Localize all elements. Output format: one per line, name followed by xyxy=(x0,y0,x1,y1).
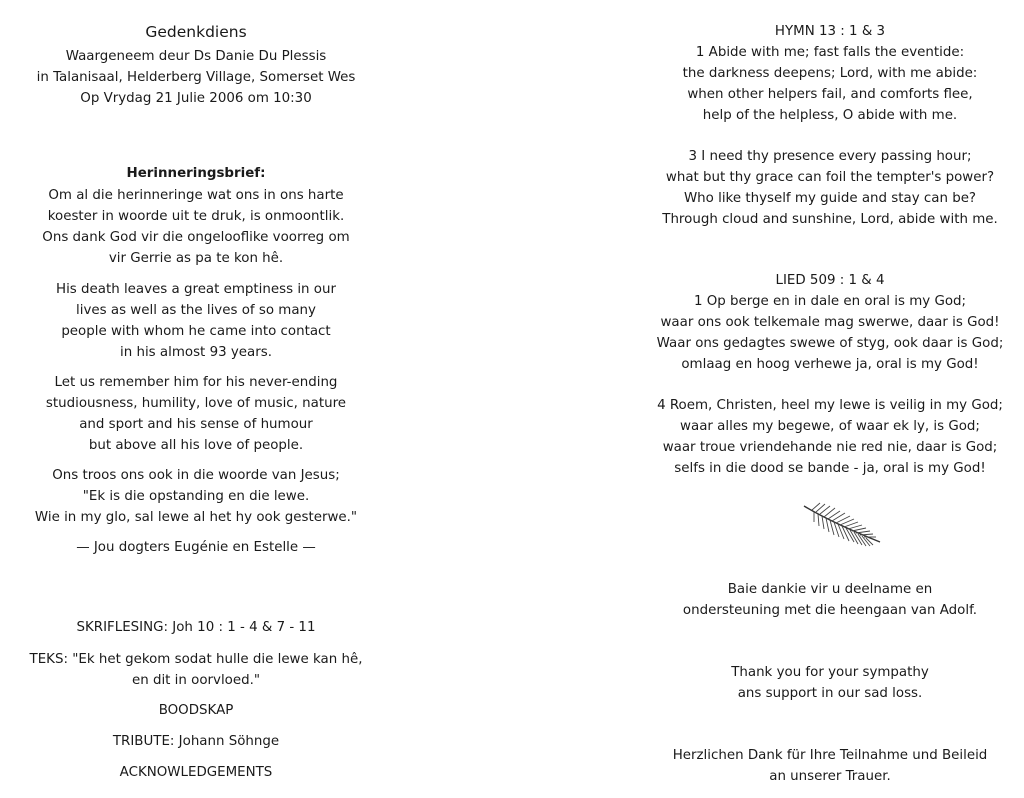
letter-line: studiousness, humility, love of music, nature xyxy=(45,396,347,411)
letter-line: but above all his love of people. xyxy=(88,438,304,453)
hymn-line: 1 Abide with me; fast falls the eventide: xyxy=(695,45,965,60)
letter-line: and sport and his sense of humour xyxy=(79,417,313,432)
letter-line: people with whom he came into contact xyxy=(61,324,331,339)
thanks-line: an unserer Trauer. xyxy=(769,769,891,784)
acknowledgements-item xyxy=(0,762,392,783)
letter-paragraph xyxy=(0,465,392,528)
scripture-reading-text: SKRIFLESING: Joh 10 : 1 - 4 & 7 - 11 xyxy=(76,620,316,635)
hymn-line: when other helpers fail, and comforts flee, xyxy=(687,87,973,102)
hymn-line: help of the helpless, O abide with me. xyxy=(702,108,958,123)
sermon-text-line: TEKS: "Ek het gekom sodat hulle die lewe kan hê, xyxy=(29,652,363,667)
sermon-text-line: en dit in oorvloed." xyxy=(131,673,261,688)
sermon-text xyxy=(0,649,392,691)
hymn-line: 3 I need thy presence every passing hour; xyxy=(688,149,972,164)
letter-line: Ons dank God vir die ongelooflike voorreg om xyxy=(42,230,350,245)
letter-line: lives as well as the lives of so many xyxy=(76,303,316,318)
letter-line: Wie in my glo, sal lewe al het hy ook gesterwe." xyxy=(34,510,358,525)
lied-line: 4 Roem, Christen, heel my lewe is veilig in my God; xyxy=(657,398,1003,413)
tribute-item xyxy=(0,731,392,752)
acknowledgements-text: ACKNOWLEDGEMENTS xyxy=(119,765,273,780)
thanks-german xyxy=(626,745,1024,787)
thanks-afrikaans xyxy=(626,579,1024,621)
lied-title: LIED 509 : 1 & 4 xyxy=(775,273,885,288)
officiant-line: Waargeneem deur Ds Danie Du Plessis xyxy=(65,49,327,64)
service-header xyxy=(0,22,392,109)
hymn-line: Through cloud and sunshine, Lord, abide with me. xyxy=(662,212,998,227)
thanks-line: Herzlichen Dank für Ihre Teilnahme und Beileid xyxy=(672,748,988,763)
scripture-reading xyxy=(0,617,392,638)
letter-line: in his almost 93 years. xyxy=(120,345,272,360)
hymn-13-verse-3 xyxy=(626,146,1024,230)
tribute-text: TRIBUTE: Johann Söhnge xyxy=(112,734,280,749)
letter-line: His death leaves a great emptiness in our xyxy=(56,282,336,297)
thanks-line: Thank you for your sympathy xyxy=(731,665,929,680)
lied-line: waar alles my begewe, of waar ek ly, is God; xyxy=(680,419,980,434)
hymn-title: HYMN 13 : 1 & 3 xyxy=(774,24,886,39)
hymn-line: Who like thyself my guide and stay can be? xyxy=(683,191,977,206)
lied-line: omlaag en hoog verhewe ja, oral is my God! xyxy=(681,357,979,372)
venue-line: in Talanisaal, Helderberg Village, Somerset Wes xyxy=(36,70,356,85)
thanks-line: ondersteuning met die heengaan van Adolf. xyxy=(682,603,978,618)
letter-line: vir Gerrie as pa te kon hê. xyxy=(108,251,284,266)
lied-line: selfs in die dood se bande - ja, oral is my God! xyxy=(674,461,986,476)
feather-icon xyxy=(800,500,884,550)
message-item xyxy=(0,700,392,721)
thanks-line: Baie dankie vir u deelname en xyxy=(727,582,933,597)
message-text: BOODSKAP xyxy=(158,703,234,718)
thanks-line: ans support in our sad loss. xyxy=(737,686,923,701)
lied-line: waar ons ook telkemale mag swerwe, daar is God! xyxy=(660,315,1000,330)
date-line: Op Vrydag 21 Julie 2006 om 10:30 xyxy=(80,91,312,106)
lied-509-verse-4 xyxy=(626,395,1024,479)
lied-509 xyxy=(626,270,1024,375)
letter-paragraph xyxy=(0,372,392,456)
signature-text: — Jou dogters Eugénie en Estelle — xyxy=(76,540,316,555)
letter-line: koester in woorde uit te druk, is onmoontlik. xyxy=(47,209,345,224)
letter-line: Ons troos ons ook in die woorde van Jesus; xyxy=(52,468,340,483)
letter-line: Let us remember him for his never-ending xyxy=(54,375,338,390)
hymn-line: what but thy grace can foil the tempter's power? xyxy=(665,170,995,185)
signature xyxy=(0,537,392,558)
hymn-line: the darkness deepens; Lord, with me abide: xyxy=(682,66,978,81)
letter-line: "Ek is die opstanding en die lewe. xyxy=(82,489,310,504)
letter-heading xyxy=(0,163,392,184)
service-title: Gedenkdiens xyxy=(145,23,247,41)
letter-heading-text: Herinneringsbrief: xyxy=(126,166,266,181)
letter-paragraph xyxy=(0,279,392,363)
letter-line: Om al die herinneringe wat ons in ons harte xyxy=(48,188,344,203)
lied-line: Waar ons gedagtes swewe of styg, ook daar is God; xyxy=(656,336,1004,351)
lied-line: 1 Op berge en in dale en oral is my God; xyxy=(693,294,967,309)
hymn-13 xyxy=(626,21,1024,126)
thanks-english xyxy=(626,662,1024,704)
lied-line: waar troue vriendehande nie red nie, daar is God; xyxy=(662,440,998,455)
letter-paragraph xyxy=(0,185,392,269)
